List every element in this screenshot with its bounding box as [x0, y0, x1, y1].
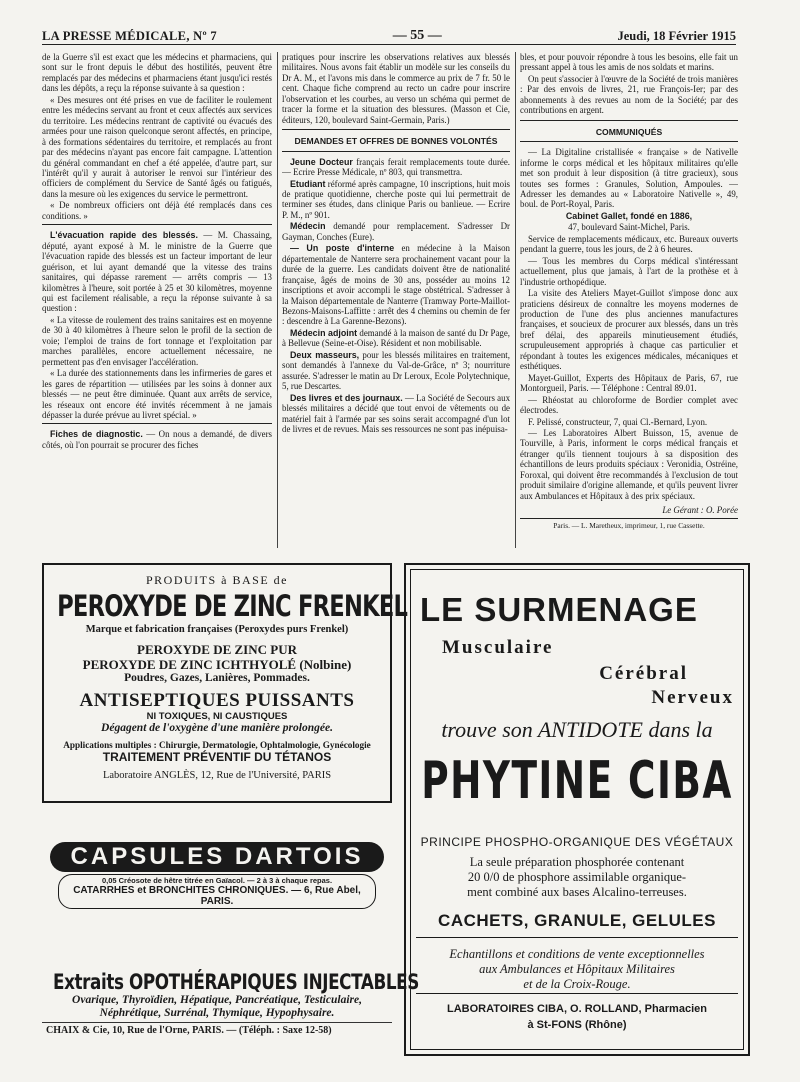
ad-text: demandé à la maison de santé du Dr Page, à Bellevue (Seine-et-Oise). Résident et non mobilisable.	[282, 327, 510, 349]
ad-line: ment combiné aux bases Alcalino-terreuses.	[467, 885, 687, 899]
ad-headline: LE SURMENAGE	[420, 591, 698, 628]
ad-text: pour les blessés militaires en traitement, sont demandés à l'annexe du Val-de-Grâce, nº 3; nourriture assurée. S'adresser le matin au Dr Leroux, Ecole Polytechnique, 5, rue Descartes.	[282, 349, 510, 392]
communique: — Tous les membres du Corps médical s'intéressant actuellement, plus que jamais, à l'art de la prothèse et à l'industrie orthopédique.	[520, 255, 738, 287]
section-heading: DEMANDES ET OFFRES DE BONNES VOLONTÉS	[294, 136, 498, 147]
ad-line: PRODUITS à BASE de	[145, 573, 288, 587]
ad-headline: PEROXYDE DE ZINC FRENKEL	[57, 589, 408, 623]
page-number: — 55 —	[392, 28, 442, 43]
ad-text: réformé après campagne, 10 inscriptions, huit mois de pratique quotidienne, cherche poste qui lui permettrait de terminer ses études, dans clinique Paris ou banlieue. — Ecrire P. M., nº 901.	[282, 178, 510, 220]
communique-heading	[520, 211, 738, 221]
paragraph: « Des mesures ont été prises en vue de faciliter le roulement entre les médecins servant au front et ceux affectés aux services du territoire. Les médecins rentrant de captivité ou évacués des armées pour une raison quelconque seront affectés, en principe, à des formations sédentaires du territoire, et remplacés au front par des médecins n'ayant pas encore fait campagne. L'attention du général commandant en chef a été appelée, d'autre part, sur l'intérêt qu'il y aurait à autoriser le renvoi sur l'intérieur des officiers de complément du Service de Santé âgés ou fatigués, dans la mesure où les exigences du service le permettront.	[42, 94, 272, 199]
ad-line: ANTISEPTIQUES PUISSANTS	[79, 690, 355, 711]
divider	[416, 993, 738, 994]
ad-line: aux Ambulances et Hôpitaux Militaires	[479, 962, 675, 976]
communique: F. Pelissé, constructeur, 7, quai Cl.-Bernard, Lyon.	[528, 416, 708, 427]
ad-description	[420, 855, 734, 900]
column-divider	[515, 52, 516, 548]
paragraph: « La vitesse de roulement des trains sanitaires est en moyenne de 30 à 40 kilomètres à l'heure selon le profil de la section de voie; l'emploi de trains de fort tonnage et l'exploitation par marches parallèles, encore actuellement nécessaire, ne permettent pas d'en envisager l'accélération.	[42, 314, 272, 367]
article-heading: L'évacuation rapide des blessés.	[50, 230, 198, 241]
classified-ad	[282, 350, 510, 392]
article-fiches	[42, 429, 272, 450]
divider	[520, 141, 738, 142]
paragraph-text: — M. Chassaing, député, ayant exposé à M. le ministre de la Guerre que l'évacuation rapide des blessés est un facteur important de leur guérison, et lui ayant demandé que la vitesse des trains sanitaires, qui dépasse rarement — arrêts compris — 13 kilomètres à l'heure, soit portée à 25 et 30 kilomètres, moyenne qui est facilement réalisable, a reçu la réponse suivante à sa question :	[42, 230, 272, 314]
classified-ad	[282, 157, 510, 178]
ad-line: Ovarique, Thyroïdien, Hépatique, Pancréatique, Testiculaire,	[72, 994, 362, 1006]
ad-line: et de la Croix-Rouge.	[523, 977, 631, 991]
ad-line: TRAITEMENT PRÉVENTIF DU TÉTANOS	[102, 750, 332, 764]
paragraph: On peut s'associer à l'œuvre de la Société de trois manières : Par des envois de livres, 21, rue François-Ier; par des abonnements à des revues au nom de la Société; par des contributions en argent.	[520, 73, 738, 116]
ad-text: — La Société de Secours aux blessés militaires a décidé que tout envoi de vêtements ou de matériel fait à l'armée par ses soins serait accompagné d'un lot de livres et de revues. Mais ses ressources ne sont pas inépuisa-	[282, 392, 510, 434]
cabinet-name: Cabinet Gallet, fondé en 1886,	[565, 210, 693, 221]
ad-line: LABORATOIRES CIBA, O. ROLLAND, Pharmacien	[447, 1003, 707, 1015]
ad-heading: Deux masseurs,	[290, 349, 360, 360]
article-evacuation	[42, 230, 272, 314]
ad-line: La seule préparation phosphorée contenant	[469, 855, 685, 869]
column-1	[42, 52, 272, 550]
ad-headline: CAPSULES DARTOIS	[50, 842, 384, 872]
paragraph: bles, et pour pouvoir répondre à tous les besoins, elle fait un pressant appel à tous les amis de nos soldats et marins.	[520, 52, 738, 73]
advertisement-phytine-ciba	[404, 563, 750, 1056]
ad-text: en médecine à la Maison départementale de Nanterre sera prochainement vacant pour la durée de la guerre. Les candidats doivent être de nationalité française, âgés de moins de 30 ans, posséder au moins 12 inscriptions et avoir accompli le stage obstétrical. S'adresser à la Maison départementale de Nanterre (Tramway Porte-Maillot-Bezons-Maisons-Laffitte : arrêt des 4 chemins ou chemin de fer : descendre à La Garenne-Bezons).	[282, 243, 510, 327]
communique: — Rhéostat au chloroforme de Bordier complet avec électrodes.	[520, 394, 738, 416]
column-3	[520, 52, 738, 550]
paragraph: pratiques pour inscrire les observations relatives aux blessés militaires. Nous avons fait établir un modèle sur les conseils du Dr A. M., et l'avons mis dans le commerce au prix de 7 fr. 50 le cent. Chaque fiche comprend au recto un cadre pour inscrire l'observation et les courbes, au verso un schéma qui permet de tracer la forme et la situation des blessures. (Masson et Cie, éditeurs, 120, boulevard Saint-Germain, Paris.)	[282, 52, 510, 125]
journal-title: LA PRESSE MÉDICALE, Nº 7	[42, 29, 217, 43]
ad-line: Echantillons et conditions de vente exceptionnelles	[449, 947, 705, 961]
divider	[282, 151, 510, 152]
ad-heading: Etudiant	[290, 178, 326, 189]
ad-line: PEROXYDE DE ZINC ICHTHYOLÉ (Nolbine)	[82, 657, 352, 672]
advertisement-capsules-dartois	[42, 842, 392, 920]
ad-line: Dégagent de l'oxygène d'une manière prolongée.	[101, 722, 333, 734]
ad-address	[420, 1001, 734, 1033]
ad-product-name: PHYTINE CIBA	[421, 751, 733, 811]
ad-line: NI TOXIQUES, NI CAUSTIQUES	[146, 711, 288, 722]
paragraph-text: — On nous a demandé, de divers côtés, où l'on pourrait se procurer des fiches	[42, 429, 272, 450]
ad-headline: Extraits OPOTHÉRAPIQUES INJECTABLES	[53, 970, 419, 994]
ad-line: CACHETS, GRANULE, GELULES	[438, 911, 716, 930]
ad-line: CATARRHES et BRONCHITES CHRONIQUES. — 6, Rue Abel, PARIS.	[73, 885, 361, 907]
divider	[520, 120, 738, 121]
ad-line: PEROXYDE DE ZINC PUR	[137, 642, 297, 657]
ad-subband	[58, 874, 376, 909]
ad-text: demandé pour remplacement. S'adresser Dr Gayman, Conches (Eure).	[282, 221, 510, 242]
communique: Mayet-Guillot, Experts des Hôpitaux de Paris, 67, rue Montorgueil, Paris. — Téléphone : Central 89.01.	[520, 372, 738, 394]
classified-ad	[282, 221, 510, 242]
address: 47, boulevard Saint-Michel, Paris.	[568, 222, 690, 233]
classified-ad	[282, 243, 510, 327]
communique: — La Digitaline cristallisée « française » de Nativelle informe le corps médical et les hôpitaux militaires qu'elle met son produit à leur disposition (à titre gracieux), sous toutes ses formes : Granules, Solution, Ampoules. — Adresser les demandes au « Laboratoire Nativelle », 49, boul. de Port-Royal, Paris.	[520, 147, 738, 210]
divider	[416, 937, 738, 938]
communique: Service de remplacements médicaux, etc. Bureaux ouverts pendant la guerre, tous les jours, de 2 à 6 heures.	[520, 233, 738, 255]
advertisement-extraits-opotherapiques	[42, 970, 419, 1055]
classified-ad	[282, 328, 510, 349]
paragraph: « La durée des stationnements dans les infirmeries de gares et les gares de répartition — utilisées par les soins à donner aux blessés — ne peut être diminuée. Quant aux arrêts de service, les réseaux ont encore été invités récemment à ne jamais dépasser la durée prévue au livret spécial. »	[42, 368, 272, 420]
ad-line: PRINCIPE PHOSPHO-ORGANIQUE DES VÉGÉTAUX	[420, 835, 734, 849]
ad-line: Poudres, Gazes, Lanières, Pommades.	[124, 672, 310, 684]
communique: — Les Laboratoires Albert Buisson, 15, avenue de Tourville, à Paris, informent le corps médical français et étranger qu'ils tiennent toujours à sa disposition des échantillons de leurs produits spéciaux : Veronidia, Ostréine, Foroxal, qui doivent être recommandés à l'exclusion de tout produit similaire d'origine allemande, et qu'ils peuvent livrer aux Ambulances et Hôpitaux à des prix spéciaux.	[520, 427, 738, 501]
divider	[42, 224, 272, 225]
ad-line: Laboratoire ANGLÈS, 12, Rue de l'Université, PARIS	[102, 770, 332, 781]
divider	[282, 129, 510, 130]
article-heading: Fiches de diagnostic.	[50, 429, 143, 440]
section-heading: COMMUNIQUÉS	[595, 126, 663, 137]
printer-line: Paris. — L. Maretheux, imprimeur, 1, rue Cassette.	[520, 518, 738, 531]
ad-line: Applications multiples : Chirurgie, Dermatologie, Ophtalmologie, Gynécologie	[63, 740, 371, 750]
gerant-line: Le Gérant : O. Porée	[662, 505, 738, 516]
column-divider	[277, 52, 278, 548]
ad-line: trouve son ANTIDOTE dans la	[441, 717, 713, 742]
ad-heading: — Un poste d'interne	[290, 243, 395, 254]
ad-line: Cérébral	[599, 663, 688, 684]
communique: La visite des Ateliers Mayet-Guillot s'impose donc aux praticiens désireux de connaître les moyens modernes de production de l'une des plus anciennes manufactures françaises, et soucieux de procurer aux blessés, dans un très bref délai, des appareils minutieusement étudiés, scrupuleusement appropriés à chaque cas particulier et répondant à toutes les exigences médicales, mécaniques et esthétiques.	[520, 288, 738, 372]
ad-heading: Médecin	[290, 221, 326, 232]
divider	[42, 423, 272, 424]
ad-line: 20 0/0 de phosphore assimilable organique-	[467, 870, 687, 884]
ad-line: CHAIX & Cie, 10, Rue de l'Orne, PARIS. — (Téléph. : Saxe 12-58)	[46, 1025, 332, 1036]
ad-heading: Médecin adjoint	[290, 327, 358, 338]
ad-line: Néphrétique, Surrénal, Thymique, Hypophysaire.	[99, 1007, 335, 1019]
issue-date: Jeudi, 18 Février 1915	[617, 29, 736, 43]
paragraph: « De nombreux officiers ont déjà été remplacés dans ces conditions. »	[42, 200, 272, 221]
classified-ad	[282, 179, 510, 221]
ad-line: à St-FONS (Rhône)	[527, 1019, 627, 1031]
advertisement-peroxyde-frenkel	[42, 563, 408, 803]
ad-line: Marque et fabrication françaises (Peroxydes purs Frenkel)	[85, 624, 349, 635]
page-header	[42, 22, 736, 45]
paragraph: de la Guerre s'il est exact que les médecins et pharmaciens, qui sont sur le front depuis le début des hostilités, peuvent être remplacés par des médecins et pharmaciens étant jusqu'ici restés dans les dépôts, a reçu la réponse suivante à sa question :	[42, 52, 272, 94]
column-2	[282, 52, 510, 550]
ad-line: Nerveux	[651, 687, 734, 708]
ad-line: 0,05 Créosote de hêtre titrée en Gaïacol. — 2 à 3 à chaque repas.	[101, 876, 333, 885]
ad-heading: Jeune Docteur	[290, 156, 353, 167]
ad-heading: Des livres et des journaux.	[290, 392, 403, 403]
divider	[42, 1022, 392, 1023]
ad-offer	[420, 947, 734, 992]
classified-ad	[282, 393, 510, 435]
ad-text: français ferait remplacements toute durée. — Ecrire Presse Médicale, nº 803, qui transmettra.	[282, 156, 510, 178]
ad-line: Musculaire	[442, 637, 554, 658]
